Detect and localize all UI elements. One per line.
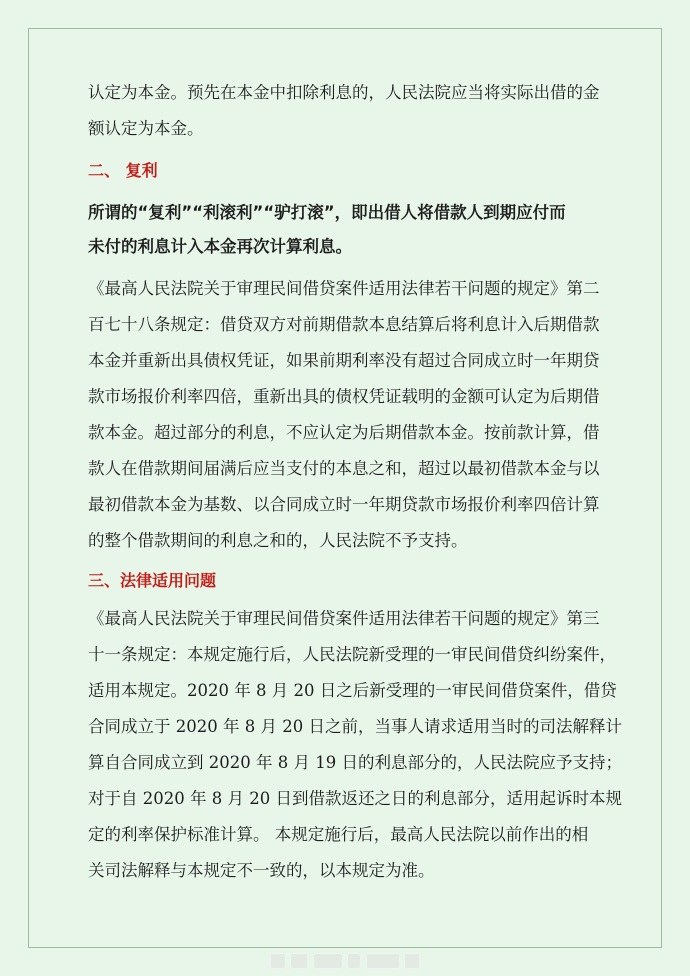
bold-definition-line: 未付的利息计入本金再次计算利息。 <box>88 237 352 256</box>
text-line: 定的利率保护标准计算。 本规定施行后，最高人民法院以前作出的相 <box>88 825 589 844</box>
text-line: 关司法解释与本规定不一致的，以本规定为准。 <box>88 861 435 880</box>
text-line: 认定为本金。预先在本金中扣除利息的，人民法院应当将实际出借的金 <box>88 83 600 102</box>
text-line: 适用本规定。2020 年 8 月 20 日之后新受理的一审民间借贷案件，借贷 <box>88 681 617 700</box>
text-line: 百七十八条规定：借贷双方对前期借款本息结算后将利息计入后期借款 <box>88 315 600 334</box>
text-line: 的整个借款期间的利息之和的，人民法院不予支持。 <box>88 531 468 550</box>
text-line: 最初借款本金为基数、以合同成立时一年期贷款市场报价利率四倍计算 <box>88 495 600 514</box>
bold-definition-line: 所谓的“复利”“利滚利”“驴打滚”，即出借人将借款人到期应付而 <box>88 203 566 222</box>
section-heading-legal-application: 三、法律适用问题 <box>88 571 217 590</box>
text-line: 合同成立于 2020 年 8 月 20 日之前，当事人请求适用当时的司法解释计 <box>88 717 622 736</box>
text-line: 款市场报价利率四倍，重新出具的债权凭证载明的金额可认定为后期借 <box>88 387 600 406</box>
text-line: 《最高人民法院关于审理民间借贷案件适用法律若干问题的规定》第三 <box>88 609 600 628</box>
text-line: 本金并重新出具债权凭证，如果前期利率没有超过合同成立时一年期贷 <box>88 351 600 370</box>
text-line: 十一条规定：本规定施行后，人民法院新受理的一审民间借贷纠纷案件， <box>88 645 616 664</box>
text-line: 《最高人民法院关于审理民间借贷案件适用法律若干问题的规定》第二 <box>88 279 600 298</box>
text-line: 对于自 2020 年 8 月 20 日到借款返还之日的利息部分，适用起诉时本规 <box>88 789 622 808</box>
text-line: 款人在借款期间届满后应当支付的本息之和，超过以最初借款本金与以 <box>88 459 600 478</box>
text-line: 款本金。超过部分的利息，不应认定为后期借款本金。按前款计算，借 <box>88 423 600 442</box>
watermark <box>270 950 420 972</box>
text-line: 算自合同成立到 2020 年 8 月 19 日的利息部分的，人民法院应予支持； <box>88 753 622 772</box>
section-heading-compound-interest: 二、 复利 <box>88 161 158 180</box>
text-line: 额认定为本金。 <box>88 119 204 138</box>
